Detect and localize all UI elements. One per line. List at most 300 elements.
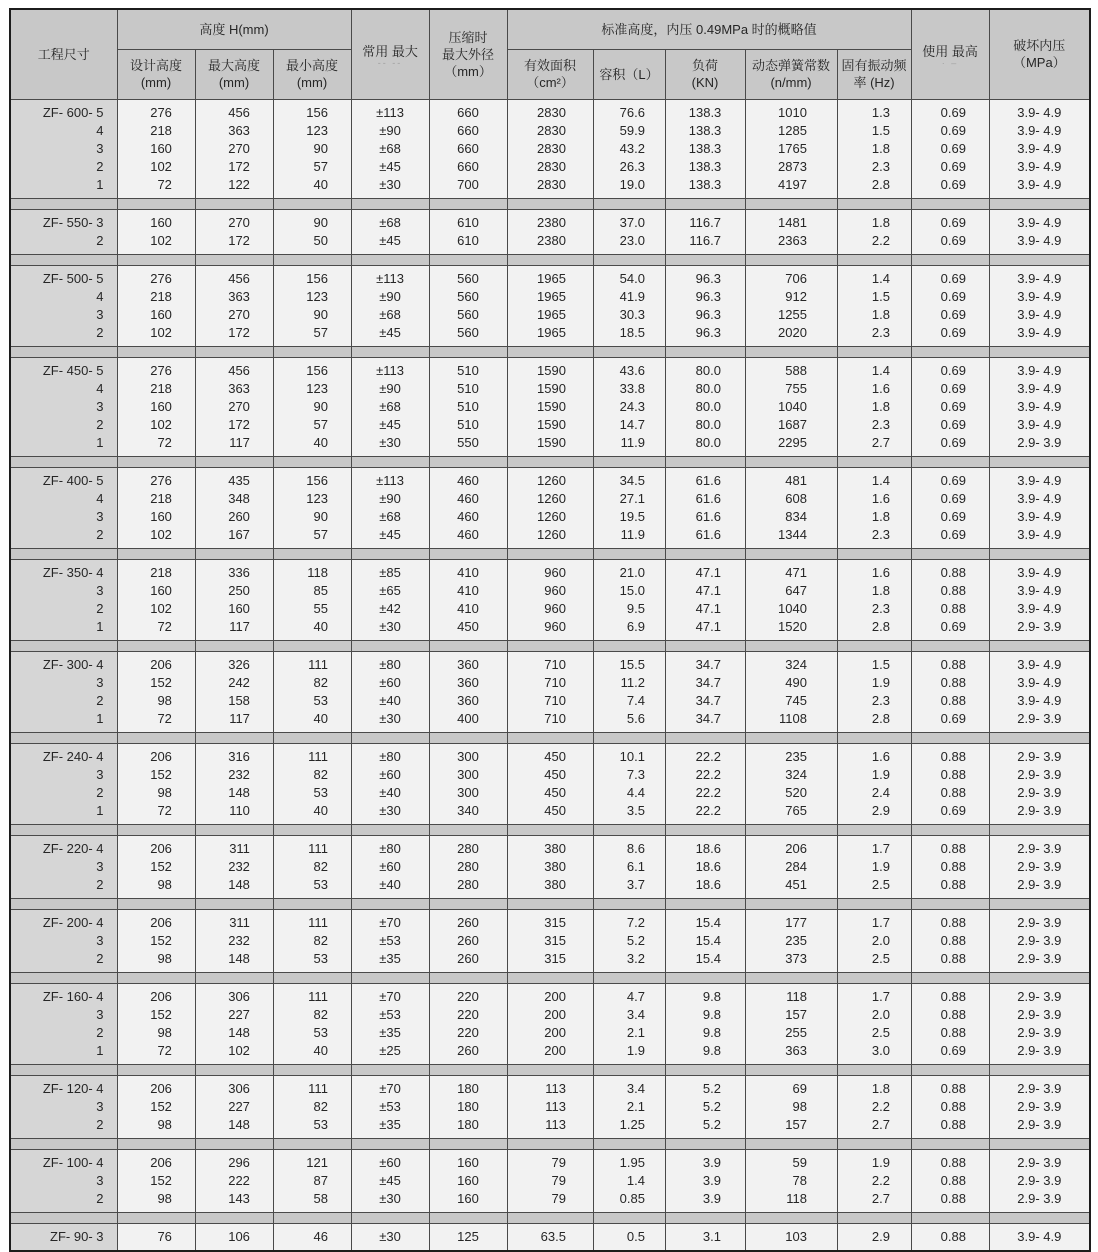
header-design-height — [117, 49, 195, 99]
value-cell: 0.69 — [911, 802, 989, 825]
value-cell: 61.6 — [665, 490, 745, 508]
header-line: 最大高度 — [207, 58, 260, 73]
value-cell: 242 — [195, 674, 273, 692]
value-cell: 1687 — [745, 416, 837, 434]
value-cell: ±25 — [351, 1042, 429, 1065]
value-cell: 2.9- 3.9 — [989, 802, 1090, 825]
model-cell: 2 — [10, 876, 117, 899]
table-row — [10, 692, 1090, 710]
value-cell: 260 — [195, 508, 273, 526]
value-cell: 550 — [429, 434, 507, 457]
value-cell: 111 — [273, 1075, 351, 1098]
value-cell: 220 — [429, 1006, 507, 1024]
value-cell: 57 — [273, 324, 351, 347]
value-cell: ±70 — [351, 983, 429, 1006]
value-cell: 23.0 — [593, 232, 665, 255]
header-line: 最小高度 — [286, 58, 339, 73]
value-cell: ±45 — [351, 1172, 429, 1190]
value-cell: 1.8 — [837, 582, 911, 600]
value-cell: 82 — [273, 766, 351, 784]
value-cell: 2.3 — [837, 416, 911, 434]
value-cell: 1.3 — [837, 99, 911, 122]
value-cell: 5.2 — [665, 1075, 745, 1098]
value-cell: ±68 — [351, 140, 429, 158]
value-cell: ±68 — [351, 508, 429, 526]
value-cell: 360 — [429, 651, 507, 674]
model-cell: 2 — [10, 416, 117, 434]
value-cell: 138.3 — [665, 140, 745, 158]
value-cell: 460 — [429, 526, 507, 549]
value-cell: 47.1 — [665, 600, 745, 618]
value-cell: 380 — [507, 858, 593, 876]
value-cell: 0.88 — [911, 766, 989, 784]
value-cell: 0.88 — [911, 1116, 989, 1139]
value-cell: 117 — [195, 710, 273, 733]
value-cell: 2873 — [745, 158, 837, 176]
value-cell: 3.5 — [593, 802, 665, 825]
value-cell: ±45 — [351, 232, 429, 255]
value-cell: 250 — [195, 582, 273, 600]
value-cell: 138.3 — [665, 158, 745, 176]
header-line: 负荷 — [692, 58, 719, 73]
value-cell: 0.69 — [911, 176, 989, 199]
header-line: 压缩时 — [448, 29, 488, 45]
value-cell: 450 — [507, 802, 593, 825]
value-cell: 2380 — [507, 232, 593, 255]
value-cell: 0.69 — [911, 380, 989, 398]
group-separator — [10, 1138, 1090, 1149]
value-cell: 560 — [429, 265, 507, 288]
group-separator — [10, 1064, 1090, 1075]
value-cell: 10.1 — [593, 743, 665, 766]
value-cell: 148 — [195, 1024, 273, 1042]
value-cell: 3.9- 4.9 — [989, 674, 1090, 692]
value-cell: 0.88 — [911, 692, 989, 710]
value-cell: 218 — [117, 122, 195, 140]
value-cell: 1481 — [745, 209, 837, 232]
header-height-group: 高度 H(mm) — [117, 9, 351, 49]
value-cell: 5.2 — [665, 1116, 745, 1139]
group-separator — [10, 198, 1090, 209]
value-cell: 3.9- 4.9 — [989, 232, 1090, 255]
header-normal-max-stroke — [351, 9, 429, 99]
model-cell: 3 — [10, 1006, 117, 1024]
value-cell: 0.88 — [911, 858, 989, 876]
value-cell: 34.7 — [665, 710, 745, 733]
value-cell: 2.7 — [837, 1190, 911, 1213]
model-cell: 3 — [10, 1098, 117, 1116]
value-cell: 15.4 — [665, 950, 745, 973]
value-cell: 0.69 — [911, 508, 989, 526]
value-cell: 80.0 — [665, 398, 745, 416]
value-cell: 960 — [507, 600, 593, 618]
group-separator — [10, 824, 1090, 835]
value-cell: 18.6 — [665, 858, 745, 876]
value-cell: 296 — [195, 1149, 273, 1172]
model-cell: 4 — [10, 380, 117, 398]
table-row — [10, 288, 1090, 306]
model-group — [10, 1075, 1090, 1138]
value-cell: 47.1 — [665, 582, 745, 600]
value-cell: 22.2 — [665, 784, 745, 802]
value-cell: ±113 — [351, 467, 429, 490]
table-row — [10, 1223, 1090, 1251]
value-cell: 608 — [745, 490, 837, 508]
value-cell: 260 — [429, 909, 507, 932]
value-cell: 660 — [429, 99, 507, 122]
value-cell: ±53 — [351, 932, 429, 950]
value-cell: 206 — [117, 743, 195, 766]
value-cell: 471 — [745, 559, 837, 582]
value-cell: 218 — [117, 380, 195, 398]
value-cell: 2.3 — [837, 600, 911, 618]
value-cell: 363 — [195, 380, 273, 398]
table-row — [10, 232, 1090, 255]
value-cell: 206 — [117, 835, 195, 858]
value-cell: 5.6 — [593, 710, 665, 733]
value-cell: ±113 — [351, 99, 429, 122]
value-cell: 316 — [195, 743, 273, 766]
value-cell: 0.88 — [911, 1149, 989, 1172]
value-cell: 200 — [507, 1024, 593, 1042]
model-cell: 2 — [10, 232, 117, 255]
value-cell: 160 — [117, 398, 195, 416]
value-cell: 1590 — [507, 398, 593, 416]
value-cell: 220 — [429, 1024, 507, 1042]
table-row — [10, 766, 1090, 784]
value-cell: 912 — [745, 288, 837, 306]
value-cell: 9.8 — [665, 1024, 745, 1042]
value-cell: 1108 — [745, 710, 837, 733]
value-cell: 1.4 — [837, 467, 911, 490]
value-cell: 102 — [117, 416, 195, 434]
value-cell: 11.9 — [593, 526, 665, 549]
value-cell: 160 — [195, 600, 273, 618]
value-cell: 34.5 — [593, 467, 665, 490]
model-group — [10, 835, 1090, 898]
table-row — [10, 526, 1090, 549]
table-row — [10, 1149, 1090, 1172]
value-cell: 110 — [195, 802, 273, 825]
value-cell: 102 — [117, 526, 195, 549]
value-cell: 2.9- 3.9 — [989, 932, 1090, 950]
faded-erased-text: -- -- — [377, 57, 403, 68]
value-cell: 0.88 — [911, 932, 989, 950]
value-cell: 1.6 — [837, 559, 911, 582]
table-row — [10, 909, 1090, 932]
value-cell: 0.88 — [911, 1075, 989, 1098]
value-cell: 0.69 — [911, 158, 989, 176]
value-cell: 180 — [429, 1116, 507, 1139]
value-cell: 156 — [273, 357, 351, 380]
value-cell: 1.8 — [837, 140, 911, 158]
value-cell: 2.3 — [837, 158, 911, 176]
value-cell: 227 — [195, 1098, 273, 1116]
value-cell: 311 — [195, 835, 273, 858]
value-cell: 0.88 — [911, 835, 989, 858]
value-cell: 22.2 — [665, 766, 745, 784]
value-cell: 0.69 — [911, 1042, 989, 1065]
model-cell: ZF- 450- 5 — [10, 357, 117, 380]
value-cell: 560 — [429, 288, 507, 306]
value-cell: 1.6 — [837, 380, 911, 398]
model-cell: ZF- 120- 4 — [10, 1075, 117, 1098]
value-cell: 306 — [195, 1075, 273, 1098]
value-cell: 15.4 — [665, 909, 745, 932]
value-cell: 2.9- 3.9 — [989, 1024, 1090, 1042]
value-cell: 158 — [195, 692, 273, 710]
value-cell: 0.88 — [911, 1172, 989, 1190]
value-cell: 111 — [273, 909, 351, 932]
value-cell: 22.2 — [665, 743, 745, 766]
value-cell: 2.9- 3.9 — [989, 1042, 1090, 1065]
value-cell: ±60 — [351, 858, 429, 876]
model-group — [10, 209, 1090, 254]
value-cell: 79 — [507, 1149, 593, 1172]
header-standard-values-group: 标准高度，内压 0.49MPa 时的概略值 — [507, 9, 911, 49]
value-cell: 1344 — [745, 526, 837, 549]
value-cell: 9.8 — [665, 1042, 745, 1065]
model-group — [10, 743, 1090, 824]
value-cell: 510 — [429, 398, 507, 416]
value-cell: 2.0 — [837, 932, 911, 950]
value-cell: ±30 — [351, 1223, 429, 1251]
value-cell: 326 — [195, 651, 273, 674]
table-row — [10, 674, 1090, 692]
group-separator — [10, 1212, 1090, 1223]
value-cell: 3.9- 4.9 — [989, 582, 1090, 600]
value-cell: 270 — [195, 209, 273, 232]
header-effective-area — [507, 49, 593, 99]
value-cell: 3.4 — [593, 1075, 665, 1098]
value-cell: 218 — [117, 559, 195, 582]
table-row — [10, 122, 1090, 140]
value-cell: 710 — [507, 651, 593, 674]
header-line: 常用 最大 — [362, 43, 418, 59]
value-cell: 148 — [195, 784, 273, 802]
value-cell: 72 — [117, 434, 195, 457]
value-cell: 0.88 — [911, 559, 989, 582]
value-cell: 2.0 — [837, 1006, 911, 1024]
value-cell: 55 — [273, 600, 351, 618]
value-cell: 96.3 — [665, 288, 745, 306]
value-cell: 0.88 — [911, 1006, 989, 1024]
value-cell: 76.6 — [593, 99, 665, 122]
value-cell: 3.9- 4.9 — [989, 158, 1090, 176]
table-row — [10, 176, 1090, 199]
model-cell: 2 — [10, 600, 117, 618]
value-cell: 0.85 — [593, 1190, 665, 1213]
value-cell: 118 — [745, 1190, 837, 1213]
value-cell: 72 — [117, 802, 195, 825]
value-cell: 50 — [273, 232, 351, 255]
value-cell: 2.9- 3.9 — [989, 983, 1090, 1006]
table-row — [10, 1042, 1090, 1065]
value-cell: 0.88 — [911, 582, 989, 600]
group-separator — [10, 456, 1090, 467]
table-row — [10, 618, 1090, 641]
value-cell: 2.9- 3.9 — [989, 1149, 1090, 1172]
faded-erased-text: · – — [941, 57, 959, 68]
value-cell: 90 — [273, 209, 351, 232]
value-cell: 0.69 — [911, 526, 989, 549]
value-cell: 1010 — [745, 99, 837, 122]
header-unit: (mm) — [218, 75, 250, 90]
model-cell: 3 — [10, 674, 117, 692]
value-cell: 2.3 — [837, 692, 911, 710]
value-cell: 53 — [273, 784, 351, 802]
model-cell: 3 — [10, 766, 117, 784]
value-cell: 0.69 — [911, 140, 989, 158]
value-cell: 2.1 — [593, 1098, 665, 1116]
value-cell: 14.7 — [593, 416, 665, 434]
value-cell: 59.9 — [593, 122, 665, 140]
value-cell: 102 — [117, 232, 195, 255]
value-cell: 3.9- 4.9 — [989, 357, 1090, 380]
value-cell: 172 — [195, 158, 273, 176]
header-unit: （mm） — [444, 63, 492, 79]
model-cell: 1 — [10, 710, 117, 733]
value-cell: 255 — [745, 1024, 837, 1042]
table-row — [10, 1098, 1090, 1116]
value-cell: ±53 — [351, 1098, 429, 1116]
header-line: 使用 最高 — [922, 43, 978, 59]
value-cell: 306 — [195, 983, 273, 1006]
value-cell: 3.9- 4.9 — [989, 176, 1090, 199]
value-cell: 1260 — [507, 508, 593, 526]
value-cell: 481 — [745, 467, 837, 490]
model-group — [10, 1223, 1090, 1251]
value-cell: 53 — [273, 876, 351, 899]
value-cell: 460 — [429, 490, 507, 508]
table-row — [10, 99, 1090, 122]
value-cell: 2.9- 3.9 — [989, 434, 1090, 457]
value-cell: 34.7 — [665, 692, 745, 710]
value-cell: 180 — [429, 1098, 507, 1116]
value-cell: 98 — [745, 1098, 837, 1116]
header-spring-constant: 动态弹簧常数 (n/mm) — [745, 49, 837, 99]
value-cell: 1.8 — [837, 398, 911, 416]
value-cell: 76 — [117, 1223, 195, 1251]
table-row — [10, 140, 1090, 158]
value-cell: 102 — [117, 600, 195, 618]
value-cell: 206 — [745, 835, 837, 858]
value-cell: 148 — [195, 950, 273, 973]
value-cell: ±65 — [351, 582, 429, 600]
value-cell: 47.1 — [665, 618, 745, 641]
value-cell: 138.3 — [665, 176, 745, 199]
value-cell: 152 — [117, 674, 195, 692]
value-cell: 0.88 — [911, 600, 989, 618]
value-cell: 1255 — [745, 306, 837, 324]
value-cell: 19.5 — [593, 508, 665, 526]
value-cell: ±80 — [351, 835, 429, 858]
value-cell: 218 — [117, 288, 195, 306]
model-cell: 3 — [10, 582, 117, 600]
value-cell: ±70 — [351, 909, 429, 932]
value-cell: 2.9- 3.9 — [989, 1006, 1090, 1024]
table-row — [10, 559, 1090, 582]
value-cell: 9.8 — [665, 1006, 745, 1024]
value-cell: 1285 — [745, 122, 837, 140]
value-cell: 1.5 — [837, 122, 911, 140]
value-cell: 61.6 — [665, 467, 745, 490]
value-cell: 0.69 — [911, 265, 989, 288]
value-cell: 113 — [507, 1098, 593, 1116]
value-cell: 0.88 — [911, 674, 989, 692]
value-cell: 2.9- 3.9 — [989, 876, 1090, 899]
value-cell: 2295 — [745, 434, 837, 457]
value-cell: 1590 — [507, 357, 593, 380]
value-cell: 143 — [195, 1190, 273, 1213]
value-cell: 0.69 — [911, 490, 989, 508]
value-cell: 111 — [273, 983, 351, 1006]
value-cell: 90 — [273, 398, 351, 416]
value-cell: 0.88 — [911, 950, 989, 973]
value-cell: 138.3 — [665, 99, 745, 122]
value-cell: 82 — [273, 1098, 351, 1116]
value-cell: 610 — [429, 232, 507, 255]
model-group — [10, 651, 1090, 732]
value-cell: 451 — [745, 876, 837, 899]
model-cell: 2 — [10, 1116, 117, 1139]
value-cell: 410 — [429, 600, 507, 618]
value-cell: 3.9- 4.9 — [989, 600, 1090, 618]
value-cell: 1590 — [507, 434, 593, 457]
value-cell: 7.2 — [593, 909, 665, 932]
model-cell: ZF- 600- 5 — [10, 99, 117, 122]
value-cell: 80.0 — [665, 380, 745, 398]
value-cell: ±30 — [351, 710, 429, 733]
value-cell: 706 — [745, 265, 837, 288]
table-row — [10, 1172, 1090, 1190]
header-max-height — [195, 49, 273, 99]
table-row — [10, 1116, 1090, 1139]
model-cell: ZF- 350- 4 — [10, 559, 117, 582]
group-separator — [10, 972, 1090, 983]
value-cell: 456 — [195, 99, 273, 122]
value-cell: 5.2 — [593, 932, 665, 950]
value-cell: 2363 — [745, 232, 837, 255]
value-cell: 276 — [117, 467, 195, 490]
value-cell: 1590 — [507, 380, 593, 398]
value-cell: 98 — [117, 876, 195, 899]
value-cell: 2.9- 3.9 — [989, 950, 1090, 973]
value-cell: 1765 — [745, 140, 837, 158]
model-cell: 3 — [10, 398, 117, 416]
value-cell: 363 — [195, 288, 273, 306]
value-cell: 1.5 — [837, 288, 911, 306]
value-cell: ±113 — [351, 357, 429, 380]
value-cell: 40 — [273, 176, 351, 199]
value-cell: 1.4 — [837, 357, 911, 380]
table-header — [10, 9, 1090, 99]
value-cell: 118 — [745, 983, 837, 1006]
value-cell: 610 — [429, 209, 507, 232]
value-cell: 0.69 — [911, 357, 989, 380]
value-cell: 117 — [195, 434, 273, 457]
group-separator — [10, 548, 1090, 559]
value-cell: 53 — [273, 1024, 351, 1042]
value-cell: 3.9- 4.9 — [989, 306, 1090, 324]
value-cell: ±35 — [351, 950, 429, 973]
value-cell: 400 — [429, 710, 507, 733]
value-cell: 1.6 — [837, 743, 911, 766]
model-cell: 4 — [10, 288, 117, 306]
value-cell: 510 — [429, 380, 507, 398]
table-row — [10, 950, 1090, 973]
value-cell: 700 — [429, 176, 507, 199]
